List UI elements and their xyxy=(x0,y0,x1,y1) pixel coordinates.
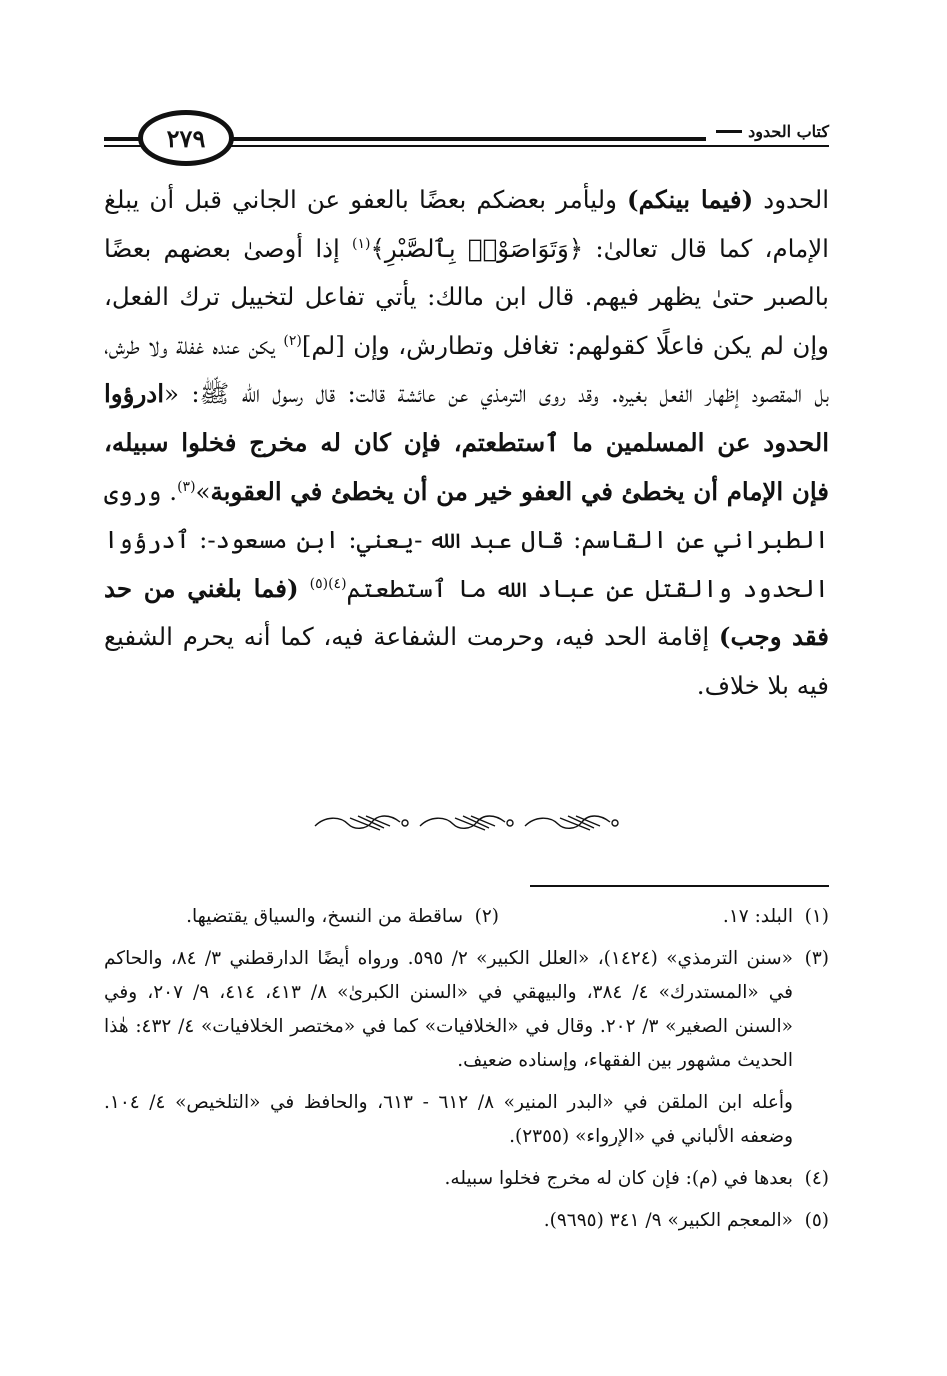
text-segment: » xyxy=(195,476,211,506)
text-segment: وليأمر بعضكم بعضًا بالعفو عن الجاني قبل أن يبلغ الإمام، كما قال تعالىٰ: ﴿وَتَوَاصَوْا۟ بِٱلصَّبْرِ﴾ xyxy=(104,185,829,263)
footnote-reference: (٢) xyxy=(283,332,302,349)
footnote-reference: (١) xyxy=(352,235,371,252)
section-divider-ornament-icon xyxy=(310,808,620,838)
footnote-number: (٥) xyxy=(804,1210,829,1231)
footnote-text: ساقطة من النسخ، والسياق يقتضيها. xyxy=(186,906,463,927)
text-segment: . وروى الطبراني عن القاسم: قال عبد الله -يعني: ابن مسعود-: ٱدرؤوا الحدود والقتل عن عباد الله ما ٱستطعتم xyxy=(104,476,829,603)
footnote-2 xyxy=(169,900,499,934)
footnote-number: (١) xyxy=(804,906,829,927)
footnote-number: (٣) xyxy=(804,948,829,969)
footnote-4 xyxy=(104,1162,829,1196)
text-segment: يكن عنده غفلة ولا طرش، بل المقصود إظهار الفعل بغيره. وقد روى الترمذي عن عائشة قالت: قال رسول الله ﷺ: « xyxy=(104,330,829,409)
running-title xyxy=(706,122,829,141)
footnotes xyxy=(104,900,829,1238)
footnote-3-continuation: وأعله ابن الملقن في «البدر المنير» ٨/ ٦١٢ - ٦١٣، والحافظ في «التلخيص» ٤/ ١٠٤. وضعفه الألباني في «الإرواء» (٢٣٥٥). xyxy=(104,1092,793,1147)
bold-text-segment: (فيما بينكم) xyxy=(627,185,754,214)
bold-text-segment: ادرؤوا الحدود عن المسلمين ما ٱستطعتم، فإن كان له مخرج فخلوا سبيله، فإن الإمام أن يخطئ في العفو خير من أن يخطئ في العقوبة xyxy=(104,379,829,506)
text-segment: الحدود xyxy=(753,185,829,214)
text-segment: إذا أوصىٰ بعضهم بعضًا بالصبر حتىٰ يظهر فيهم. قال ابن مالك: يأتي تفاعل لتخييل ترك الفعل، وإن لم يكن فاعلًا كقولهم: تغافل وتطارش، وإن [لم] xyxy=(104,233,829,360)
footnote-text: «سنن الترمذي» (١٤٢٤)، «العلل الكبير» ٢/ ٥٩٥. ورواه أيضًا الدارقطني ٣/ ٨٤، والحاكم في «المستدرك» ٤/ ٣٨٤، والبيهقي في «السنن الكبرىٰ» ٨/ ٤١٣، ٤١٤، ٩/ ٢٠٧، وفي «السنن الصغير» ٣/ ٢٠٢. وقال في «الخلافيات» كما في «مختصر الخلافيات» ٤/ ٤٣٢: هٰذا الحديث مشهور بين الفقهاء، وإسناده ضعيف. xyxy=(104,948,793,1071)
footnote-reference: (٣) xyxy=(177,478,196,495)
text-segment xyxy=(299,574,310,603)
footnote-divider xyxy=(530,885,829,887)
page-number-badge xyxy=(138,110,234,166)
main-text xyxy=(104,176,829,711)
bold-text-segment: (فما بلغني من حد فقد وجب) xyxy=(104,573,830,652)
page-number: ٢٧٩ xyxy=(166,123,206,153)
page-header xyxy=(104,110,829,160)
main-paragraph xyxy=(104,176,829,711)
footnote-text: «المعجم الكبير» ٩/ ٣٤١ (٩٦٩٥). xyxy=(543,1210,793,1231)
footnote-number: (٢) xyxy=(474,906,499,927)
footnote-5 xyxy=(104,1204,829,1238)
footnote-pair-1-2 xyxy=(104,900,829,934)
footnote-3 xyxy=(104,942,829,1078)
footnote-text: البلد: ١٧. xyxy=(722,906,793,927)
running-title-dash xyxy=(716,130,742,133)
footnote-reference: (٤)(٥) xyxy=(309,575,347,592)
footnote-text: بعدها في (م): فإن كان له مخرج فخلوا سبيله. xyxy=(444,1168,793,1189)
footnote-number: (٤) xyxy=(804,1168,829,1189)
text-segment: إقامة الحد فيه، وحرمت الشفاعة فيه، كما أنه يحرم الشفيع فيه بلا خلاف. xyxy=(104,622,829,700)
running-title-text: كتاب الحدود xyxy=(748,122,829,141)
footnote-1 xyxy=(499,900,829,934)
